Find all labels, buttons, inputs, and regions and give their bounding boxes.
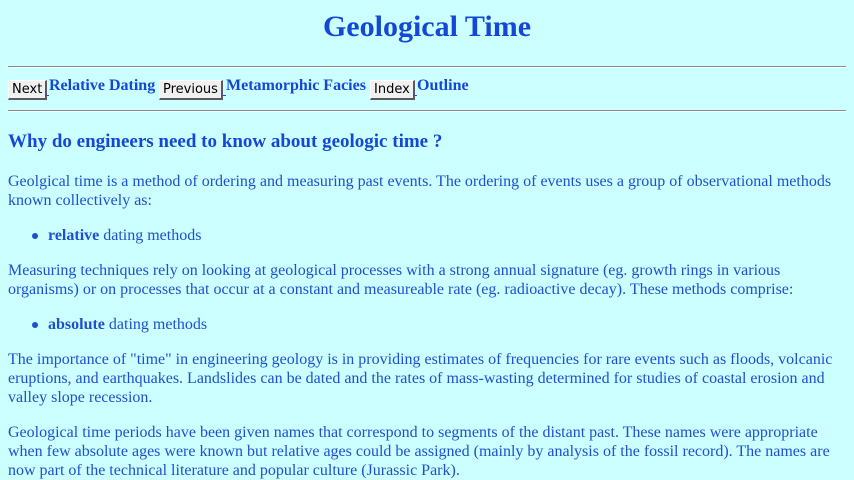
next-button[interactable]: Next [8, 80, 47, 100]
bullet-absolute-bold: absolute [48, 316, 105, 333]
paragraph-importance: The importance of "time" in engineering geology is in providing estimates of frequencies for rare events such as floods, volcanic eruptions, and earthquakes. Landslides can be dated and the rates of mass-wasting determined for studies of coastal erosion and valley slope recession. [8, 351, 833, 406]
nav-divider [8, 110, 846, 112]
previous-link[interactable]: Metamorphic Facies [226, 77, 366, 94]
paragraph-time-periods: Geological time periods have been given names that correspond to segments of the distant past. These names were appropriate when few absolute ages were known but relative ages could be assigned (mainly by analysis of the fossil record). The names are now part of the technical literature and popular culture (Jurassic Park). [8, 424, 830, 479]
index-link[interactable]: Outline [417, 77, 469, 94]
bullet-absolute-text: dating methods [104, 316, 208, 333]
top-divider [8, 66, 846, 68]
page-title: Geological Time [322, 10, 532, 43]
paragraph-intro: Geolgical time is a method of ordering and measuring past events. The ordering of events uses a group of observational methods known collectively as: [8, 173, 832, 209]
list-item-relative [48, 226, 201, 245]
next-link[interactable]: Relative Dating [49, 77, 156, 94]
index-button[interactable]: Index [370, 80, 415, 100]
section-heading: Why do engineers need to know about geologic time ? [8, 131, 443, 152]
list-item-absolute [48, 315, 207, 334]
previous-button[interactable]: Previous [159, 80, 223, 100]
bullet-relative-bold: relative [48, 227, 100, 244]
paragraph-measuring: Measuring techniques rely on looking at geological processes with a strong annual signature (eg. growth rings in various organisms) or on processes that occur at a constant and measureable rate (eg. radioactive decay). These methods comprise: [8, 262, 794, 298]
bullet-relative-text: dating methods [99, 227, 202, 244]
